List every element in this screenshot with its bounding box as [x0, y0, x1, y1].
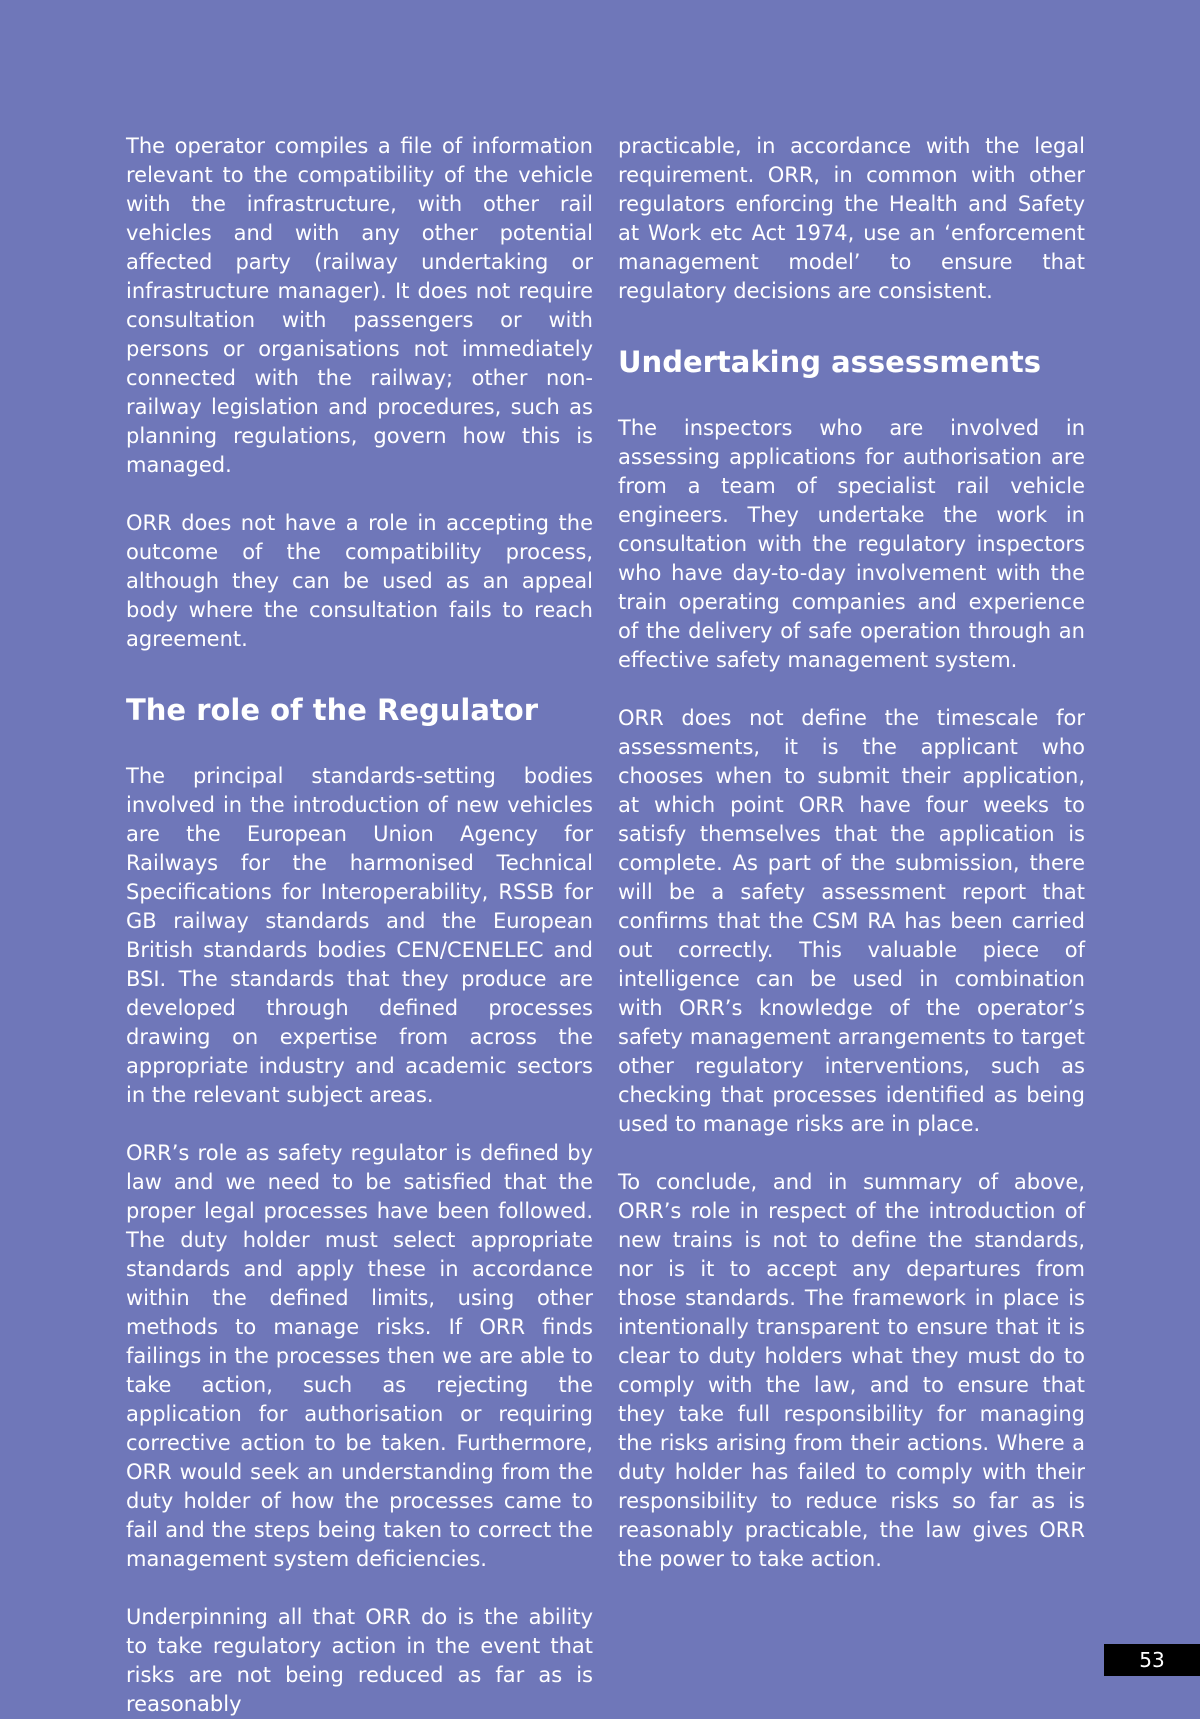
paragraph-regulatory-action: Underpinning all that ORR do is the ability to take regulatory action in the event that risks are not being reduced as far as is reasonably	[126, 1605, 593, 1716]
paragraph-inspectors: The inspectors who are involved in assessing applications for authorisation are from a team of specialist rail vehicle engineers. They undertake the work in consultation with the regulatory inspectors who have day-to-day involvement with the train operating companies and experience of the delivery of safe operation through an effective safety management system.	[618, 416, 1085, 672]
left-column	[126, 132, 593, 1719]
paragraph-orr-safety-role: ORR’s role as safety regulator is defined by law and we need to be satisfied that the proper legal processes have been followed. The duty holder must select appropriate standards and apply these in accordance within the defined limits, using other methods to manage risks. If ORR finds failings in the processes then we are able to take action, such as rejecting the application for authorisation or requiring corrective action to be taken. Furthermore, ORR would seek an understanding from the duty holder of how the processes came to fail and the steps being taken to correct the management system deficiencies.	[126, 1141, 593, 1571]
paragraph-orr-appeal-role: ORR does not have a role in accepting the outcome of the compatibility process, although they can be used as an appeal body where the consultation fails to reach agreement.	[126, 511, 593, 651]
paragraph-compatibility-file: The operator compiles a file of information relevant to the compatibility of the vehicle with the infrastructure, with other rail vehicles and with any other potential affected party (railway undertaking or infrastructure manager). It does not require consultation with passengers or with persons or organisations not immediately connected with the railway; other non-railway legislation and procedures, such as planning regulations, govern how this is managed.	[126, 134, 593, 477]
paragraph-enforcement-model: practicable, in accordance with the legal requirement. ORR, in common with other regulators enforcing the Health and Safety at Work etc Act 1974, use an ‘enforcement management model’ to ensure that regulatory decisions are consistent.	[618, 134, 1085, 303]
paragraph-standards-bodies: The principal standards-setting bodies involved in the introduction of new vehicles are the European Union Agency for Railways for the harmonised Technical Specifications for Interoperability, RSSB for GB railway standards and the European British standards bodies CEN/CENELEC and BSI. The standards that they produce are developed through defined processes drawing on expertise from across the appropriate industry and academic sectors in the relevant subject areas.	[126, 764, 593, 1107]
page-number: 53	[1104, 1644, 1200, 1676]
paragraph-conclusion: To conclude, and in summary of above, ORR’s role in respect of the introduction of new trains is not to define the standards, nor is it to accept any departures from those standards. The framework in place is intentionally transparent to ensure that it is clear to duty holders what they must do to comply with the law, and to ensure that they take full responsibility for managing the risks arising from their actions. Where a duty holder has failed to comply with their responsibility to reduce risks so far as is reasonably practicable, the law gives ORR the power to take action.	[618, 1170, 1085, 1571]
right-column	[618, 132, 1085, 1574]
heading-role-of-regulator: The role of the Regulator	[126, 693, 539, 727]
heading-undertaking-assessments: Undertaking assessments	[618, 345, 1042, 379]
paragraph-assessment-timescale: ORR does not define the timescale for assessments, it is the applicant who chooses when to submit their application, at which point ORR have four weeks to satisfy themselves that the application is complete. As part of the submission, there will be a safety assessment report that confirms that the CSM RA has been carried out correctly. This valuable piece of intelligence can be used in combination with ORR’s knowledge of the operator’s safety management arrangements to target other regulatory interventions, such as checking that processes identified as being used to manage risks are in place.	[618, 706, 1085, 1136]
